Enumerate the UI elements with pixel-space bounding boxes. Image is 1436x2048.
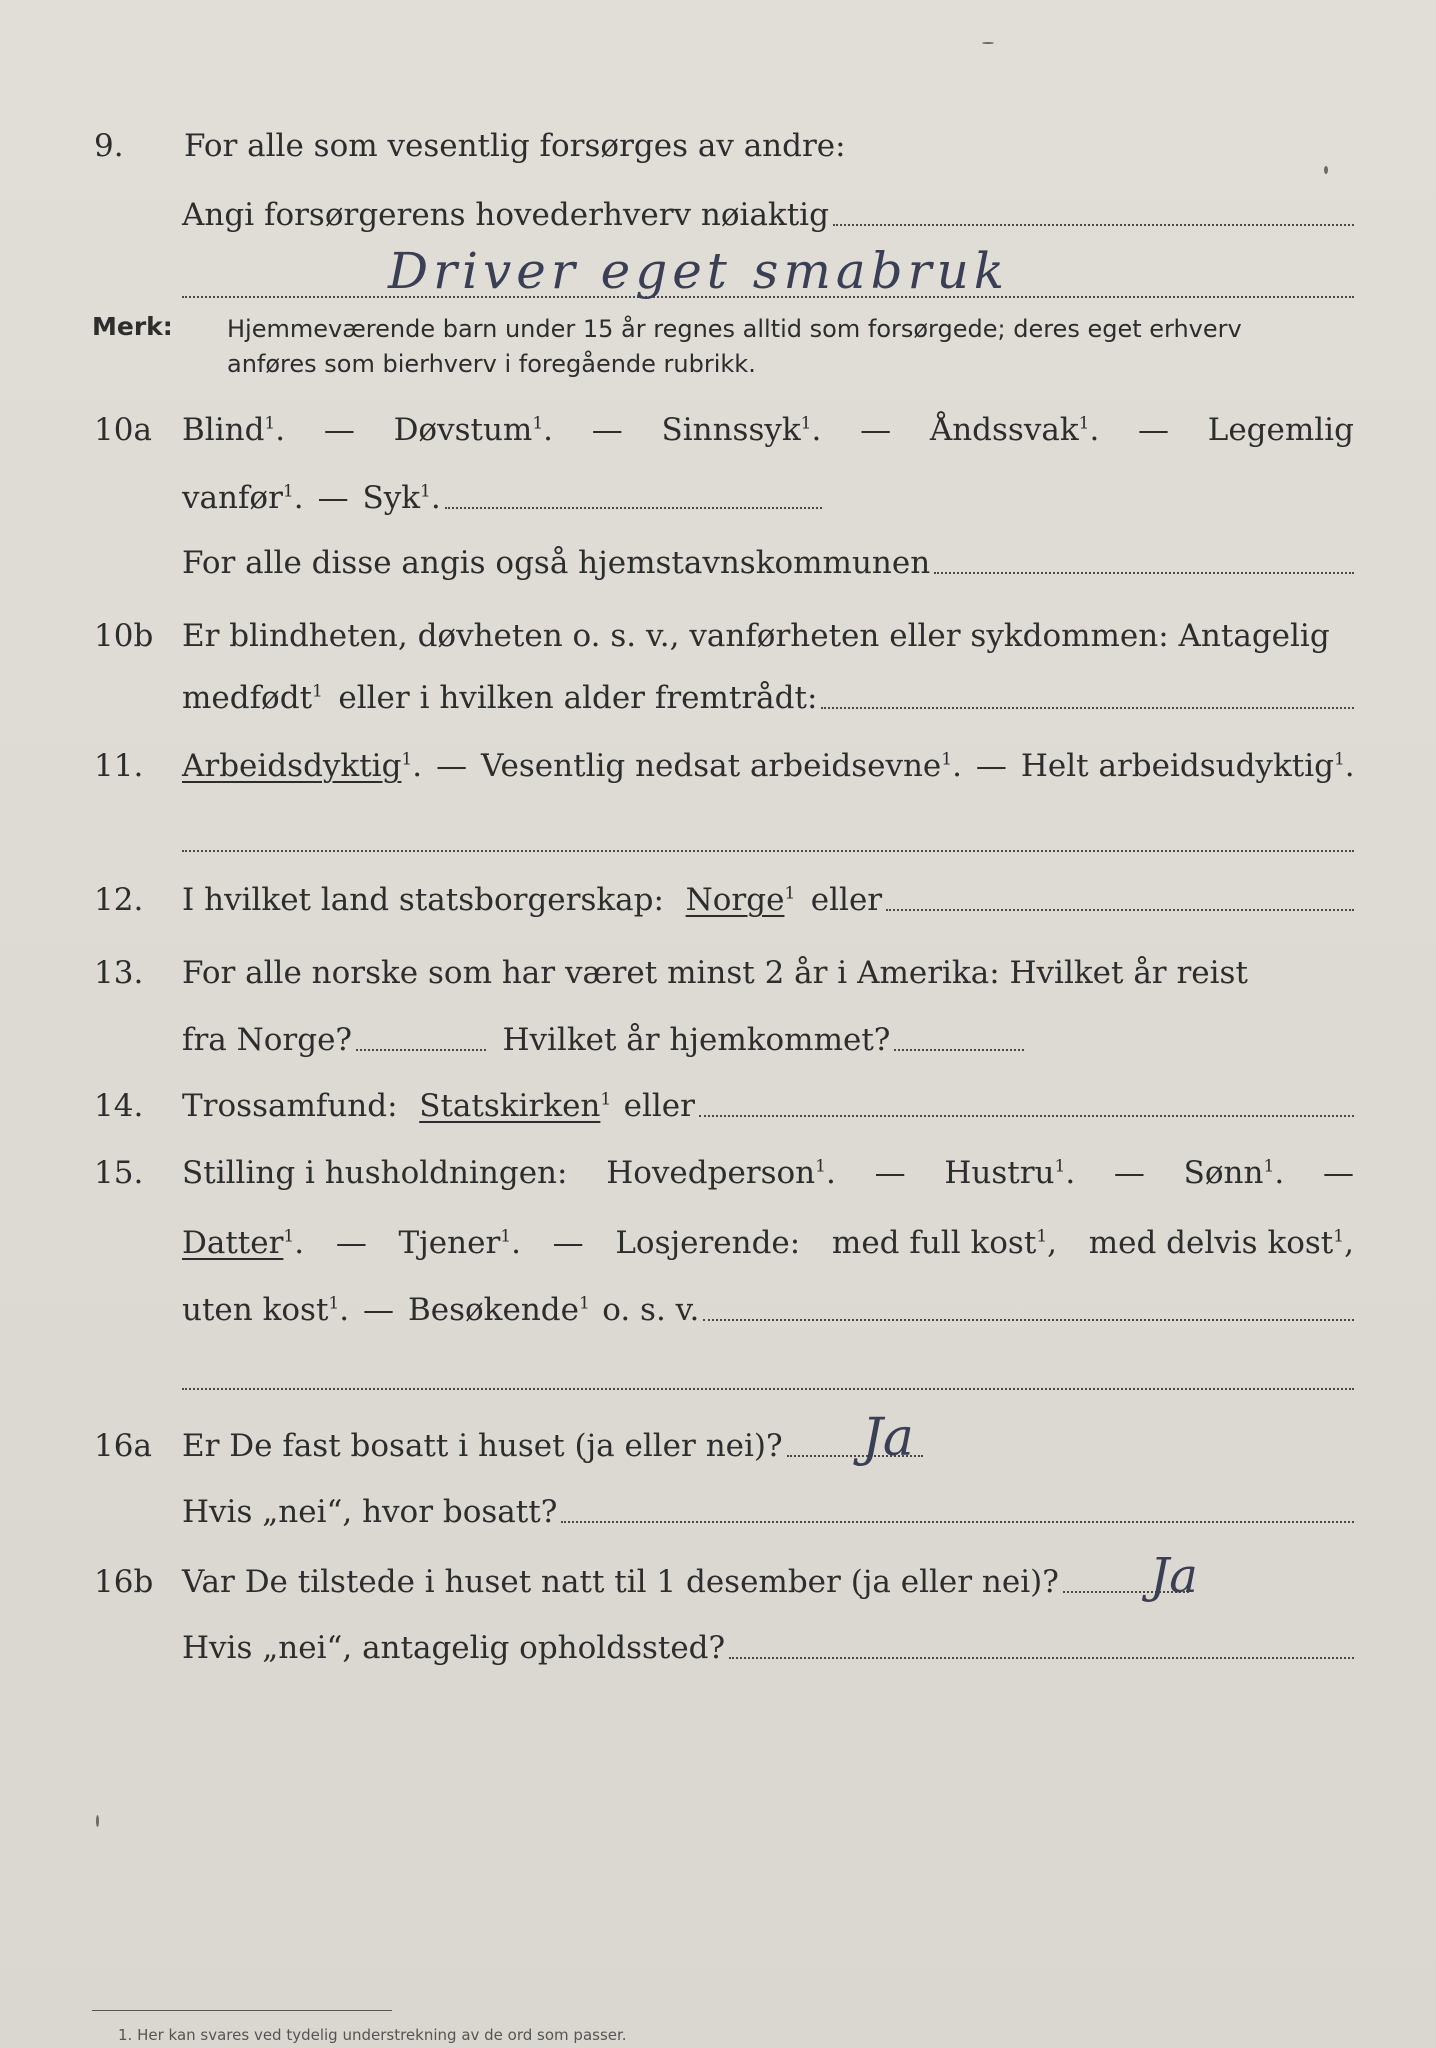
q11-number: 11. xyxy=(94,748,144,784)
q15-dash-2: — xyxy=(1113,1155,1145,1191)
q10a-dash-1: — xyxy=(323,412,355,448)
q9-line2 xyxy=(182,197,1354,233)
q12-number: 12. xyxy=(94,882,144,918)
q12-text2: eller xyxy=(810,882,883,918)
q14-opt-statskirken: Statskirken$^1$ xyxy=(419,1088,612,1124)
q10b-opt-medfodt: medfødt$^1$ xyxy=(182,680,323,716)
paper-speck xyxy=(982,42,994,44)
q15-line2 xyxy=(182,1225,1354,1261)
q9-line1-text: For alle som vesentlig forsørges av andre: xyxy=(184,128,846,164)
q15-dash-1: — xyxy=(874,1155,906,1191)
q16a-line2 xyxy=(182,1494,1354,1530)
q15-opt-tjener: Tjener$^1$. xyxy=(398,1225,521,1261)
q11-dash-1: — xyxy=(436,748,468,784)
q13-number: 13. xyxy=(94,955,144,991)
q10b-line2 xyxy=(182,680,1354,716)
q10a-opt-andssvak: Åndssvak$^1$. xyxy=(929,412,1100,448)
q16a-line2-fill xyxy=(561,1521,1354,1523)
q16b-line2-text: Hvis „nei“, antagelig opholdssted? xyxy=(182,1630,726,1666)
q15-dash-4: — xyxy=(335,1225,367,1261)
q14-text: Trossamfund: xyxy=(182,1088,398,1124)
q15-opt-losjerende: Losjerende: xyxy=(615,1225,801,1261)
q15-line3 xyxy=(182,1292,1354,1328)
q10a-dash-3: — xyxy=(860,412,892,448)
q10a-dash-4: — xyxy=(1138,412,1170,448)
footnote: 1. Her kan svares ved tydelig understrekning av de ord som passer. xyxy=(118,2026,627,2044)
q15-opt-hustru: Hustru$^1$. xyxy=(944,1155,1076,1191)
paper-speck xyxy=(96,1815,99,1827)
q16b-number: 16b xyxy=(94,1564,154,1600)
q13-line2b-text: Hvilket år hjemkommet? xyxy=(502,1022,891,1058)
q13-line1-text: For alle norske som har været minst 2 år i Amerika: Hvilket år reist xyxy=(182,955,1248,991)
q15-text: Stilling i husholdningen: xyxy=(182,1155,568,1191)
q10b-number: 10b xyxy=(94,618,154,654)
q15-opt-hovedperson: Hovedperson$^1$. xyxy=(606,1155,836,1191)
q11-line1 xyxy=(182,748,1355,784)
q11-dash-2: — xyxy=(975,748,1007,784)
q11-opt-arbeidsdyktig: Arbeidsdyktig$^1$. xyxy=(182,748,423,784)
paper-speck xyxy=(1324,166,1328,174)
q15-opt-datter: Datter$^1$. xyxy=(182,1225,305,1261)
q15-opt-full-kost: med full kost$^1$, xyxy=(831,1225,1058,1261)
q10a-opt-syk: Syk$^1$. xyxy=(362,480,441,516)
q10a-line1 xyxy=(182,412,1354,448)
footnote-rule xyxy=(92,2010,392,2011)
q13-year-back-fill xyxy=(894,1049,1024,1051)
q15-answer-line xyxy=(182,1388,1354,1390)
q15-opt-sonn: Sønn$^1$. xyxy=(1183,1155,1285,1191)
q10b-line1 xyxy=(182,618,1330,654)
q12-line1 xyxy=(182,882,1354,918)
q15-line3-fill xyxy=(703,1319,1354,1321)
q14-line-fill xyxy=(699,1115,1354,1117)
q16b-line1 xyxy=(182,1564,1193,1600)
q15-opt-uten-kost: uten kost$^1$. xyxy=(182,1292,350,1328)
q10a-number: 10a xyxy=(94,412,152,448)
merk-line2: anføres som bierhverv i foregående rubrikk. xyxy=(227,350,756,378)
q10a-line2-fill xyxy=(445,507,822,509)
q14-line1 xyxy=(182,1088,1354,1124)
q10a-line3 xyxy=(182,545,1354,581)
q12-opt-norge: Norge$^1$ xyxy=(685,882,796,918)
q16b-line2-fill xyxy=(729,1657,1354,1659)
q16b-handwritten-answer: Ja xyxy=(1150,1548,1198,1604)
q13-line2a-text: fra Norge? xyxy=(182,1022,353,1058)
q10b-line2-fill xyxy=(821,707,1354,709)
q11-opt-nedsat: Vesentlig nedsat arbeidsevne$^1$. xyxy=(481,748,962,784)
q10a-dash-2: — xyxy=(591,412,623,448)
q15-dash-6: — xyxy=(363,1292,395,1328)
q15-opt-besokende: Besøkende$^1$ xyxy=(407,1292,590,1328)
q9-handwritten-answer: Driver eget smabruk xyxy=(388,242,1010,300)
q10a-opt-blind: Blind$^1$. xyxy=(182,412,286,448)
q9-line2-text: Angi forsørgerens hovederhverv nøiaktig xyxy=(182,197,829,233)
q9-line1 xyxy=(184,128,846,164)
q10a-line2 xyxy=(182,480,822,516)
q15-opt-delvis-kost: med delvis kost$^1$, xyxy=(1088,1225,1354,1261)
q13-year-left-fill xyxy=(356,1049,486,1051)
q9-number: 9. xyxy=(94,128,124,164)
merk-line1: Hjemmeværende barn under 15 år regnes alltid som forsørgede; deres eget erhverv xyxy=(227,315,1242,343)
q10a-line3-text: For alle disse angis også hjemstavnskommunen xyxy=(182,545,931,581)
q10a-opt-vanfor: vanfør$^1$. xyxy=(182,480,304,516)
merk-label: Merk: xyxy=(92,312,173,341)
q10a-opt-legemlig: Legemlig xyxy=(1207,412,1354,448)
q10b-line2-text: eller i hvilken alder fremtrådt: xyxy=(338,680,818,716)
q9-line2-fill xyxy=(833,224,1354,226)
q11-answer-line xyxy=(182,850,1354,852)
q10a-opt-dovstum: Døvstum$^1$. xyxy=(393,412,554,448)
q16a-line1-text: Er De fast bosatt i huset (ja eller nei)? xyxy=(182,1428,783,1464)
q14-text2: eller xyxy=(623,1088,695,1124)
q15-tail: o. s. v. xyxy=(602,1292,700,1328)
q15-number: 15. xyxy=(94,1155,144,1191)
q10a-opt-sinnssyk: Sinnssyk$^1$. xyxy=(661,412,822,448)
q10a-line3-fill xyxy=(934,572,1354,574)
q11-opt-udyktig: Helt arbeidsudyktig$^1$. xyxy=(1020,748,1355,784)
q13-line2 xyxy=(182,1022,1028,1058)
q14-number: 14. xyxy=(94,1088,144,1124)
q16a-number: 16a xyxy=(94,1428,152,1464)
q16b-line1-text: Var De tilstede i huset natt til 1 desember (ja eller nei)? xyxy=(182,1564,1059,1600)
q16a-line2-text: Hvis „nei“, hvor bosatt? xyxy=(182,1494,558,1530)
q12-line-fill xyxy=(886,909,1354,911)
q16a-line1 xyxy=(182,1428,927,1464)
q12-text: I hvilket land statsborgerskap: xyxy=(182,882,664,918)
q15-line1 xyxy=(182,1155,1354,1191)
q10b-line1-text: Er blindheten, døvheten o. s. v., vanførheten eller sykdommen: Antagelig xyxy=(182,618,1330,654)
q16b-line2 xyxy=(182,1630,1354,1666)
q15-dash-3: — xyxy=(1322,1155,1354,1191)
q10a-dash-5: — xyxy=(317,480,349,516)
q16a-handwritten-answer: Ja xyxy=(862,1408,914,1468)
q13-line1 xyxy=(182,955,1248,991)
q15-dash-5: — xyxy=(552,1225,584,1261)
